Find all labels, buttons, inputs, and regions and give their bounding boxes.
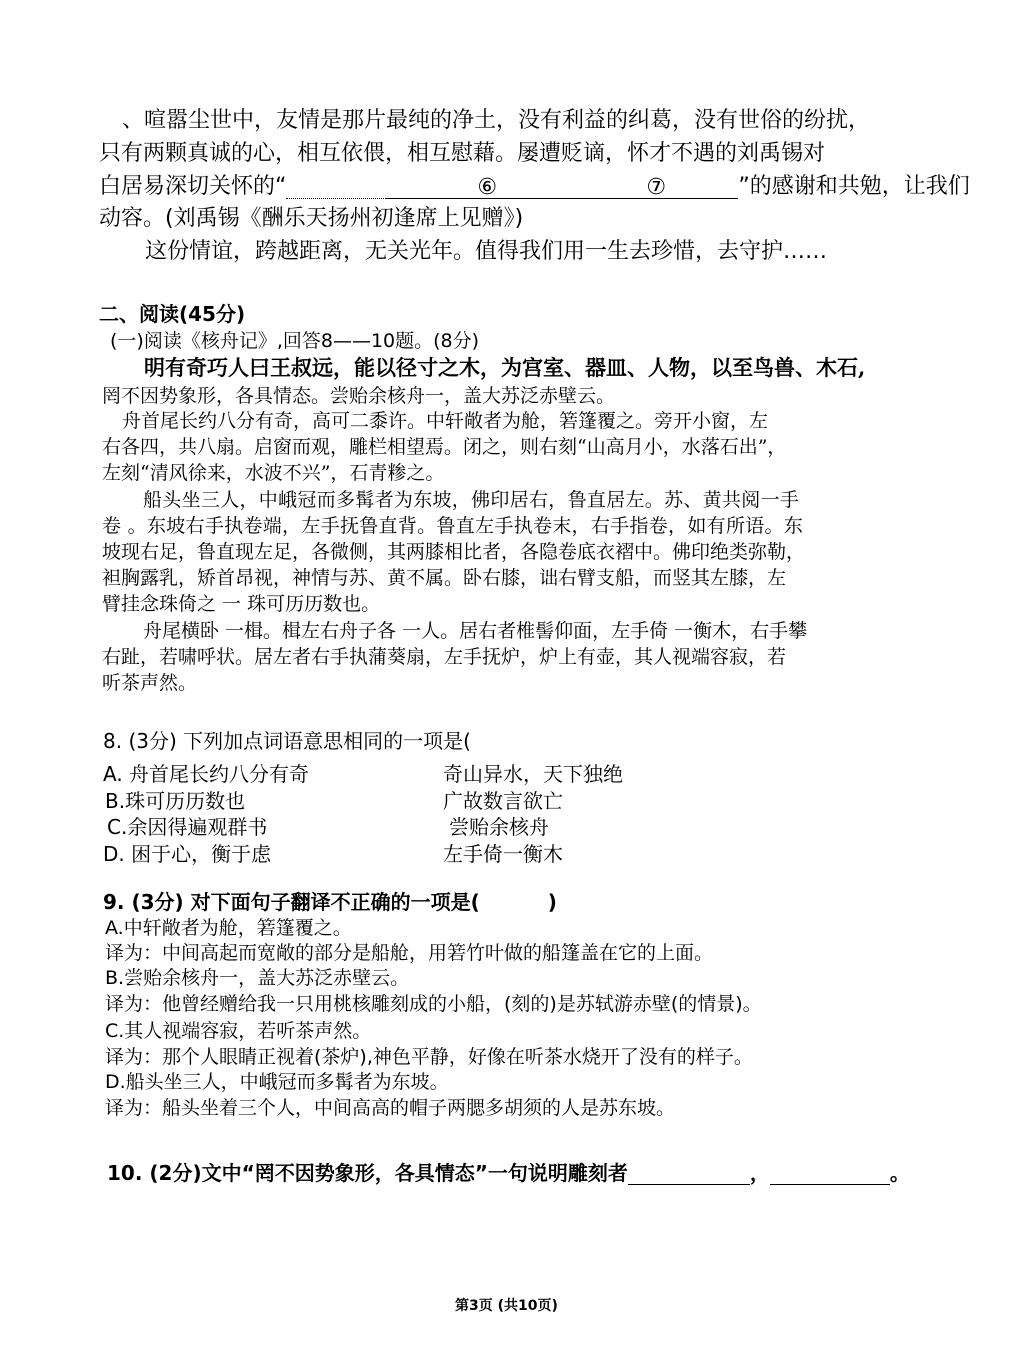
q9-option-a: A.中轩敞者为舱，箬篷覆之。 (105, 917, 352, 939)
q10-answer-blank-2[interactable] (770, 1163, 890, 1185)
passage-p3-line-5: 臂挂念珠倚之 一 珠可历历数也。 (102, 593, 381, 615)
passage-p3-line-3: 坡现右足，鲁直现左足，各微侧，其两膝相比者，各隐卷底衣褶中。佛印绝类弥勒， (102, 541, 806, 563)
q9-option-c-translation: 译为：那个人眼睛正视着(茶炉),神色平静，好像在听茶水烧开了没有的样子。 (105, 1046, 753, 1068)
q9-option-c: C.其人视端容寂，若听茶声然。 (105, 1020, 372, 1042)
blank-marker-6: ⑥ (477, 175, 498, 201)
intro-line-4: 动容。(刘禹锡《酬乐天扬州初逢席上见赠》) (99, 206, 524, 231)
intro-line-3-end: ”的感谢和共勉，让我们 (738, 174, 970, 199)
q8-option-b-left: B.珠可历历数也 (105, 789, 246, 813)
q10-separator: ， (749, 1161, 770, 1185)
intro-line-3 (99, 174, 970, 199)
passage-p2-line-3: 左刻“清风徐来，水波不兴”，石青糁之。 (102, 462, 445, 484)
intro-line-5: 这份情谊，跨越距离，无关光年。值得我们用一生去珍惜，去守护…… (145, 239, 828, 264)
section-2-heading: 二、阅读(45分) (99, 302, 246, 326)
page-number: 第3页 (共10页) (455, 1298, 558, 1314)
section-2-subheading: (一)阅读《核舟记》,回答8——10题。(8分) (110, 330, 480, 352)
q8-option-b-right: 广故数言欲亡 (443, 789, 563, 813)
intro-line-2: 只有两颗真诚的心，相互依偎，相互慰藉。屡遭贬谪，怀才不遇的刘禹锡对 (99, 141, 826, 166)
passage-p4-line-3: 听茶声然。 (102, 672, 198, 694)
q8-option-c-right: 尝贻余核舟 (449, 815, 549, 839)
q9-option-d-translation: 译为：船头坐着三个人，中间高高的帽子两腮多胡须的人是苏东坡。 (105, 1097, 676, 1119)
q8-option-d-right: 左手倚一衡木 (443, 842, 563, 866)
passage-p4-line-2: 右趾，若啸呼状。居左者右手执蒲葵扇，左手抚炉，炉上有壶，其人视端容寂，若 (102, 646, 787, 668)
q9-option-a-translation: 译为：中间高起而宽敞的部分是船舱，用箬竹叶做的船篷盖在它的上面。 (105, 942, 714, 964)
question-9-stem (103, 891, 557, 914)
answer-blank-dotted[interactable] (286, 175, 386, 199)
passage-p3-line-1: 船头坐三人，中峨冠而多髯者为东坡，佛印居右，鲁直居左。苏、黄共阅一手 (143, 489, 800, 511)
passage-p3-line-2: 卷 。东坡右手执卷端，左手抚鲁直背。鲁直左手执卷末，右手指卷，如有所语。东 (102, 515, 804, 537)
question-10 (107, 1162, 910, 1185)
q9-option-b-translation: 译为：他曾经赠给我一只用桃核雕刻成的小船，(刻的)是苏轼游赤壁(的情景)。 (105, 993, 762, 1015)
passage-p2-line-2: 右各四，共八扇。启窗而观，雕栏相望焉。闭之，则右刻“山高月小，水落石出”， (102, 436, 787, 458)
q9-option-b: B.尝贻余核舟一，盖大苏泛赤壁云。 (105, 967, 410, 989)
question-9-stem-close: ) (547, 890, 557, 914)
q8-option-d-left: D. 困于心，衡于虑 (103, 842, 272, 866)
passage-p4-line-1: 舟尾横卧 一楫。楫左右舟子各 一人。居右者椎髻仰面，左手倚 一衡木，右手攀 (143, 620, 808, 642)
q10-end-mark: 。 (889, 1161, 910, 1185)
question-9-stem-text: 9. (3分) 对下面句子翻译不正确的一项是( (103, 890, 480, 914)
blank-marker-7: ⑦ (646, 175, 667, 201)
passage-p3-line-4: 袒胸露乳，矫首昂视，神情与苏、黄不属。卧右膝，诎右臂支船，而竖其左膝，左 (102, 567, 787, 589)
passage-p1-line-2: 罔不因势象形，各具情态。尝贻余核舟一，盖大苏泛赤壁云。 (102, 385, 616, 407)
q8-option-a-left: A. 舟首尾长约八分有奇 (103, 762, 310, 786)
question-10-stem: 10. (2分)文中“罔不因势象形，各具情态”一句说明雕刻者 (107, 1161, 628, 1185)
q8-option-a-right: 奇山异水，天下独绝 (443, 762, 623, 786)
answer-blank-6-7[interactable] (386, 175, 738, 199)
passage-p1-line-1: 明有奇巧人曰王叔远，能以径寸之木，为宫室、器皿、人物，以至鸟兽、木石, (144, 355, 866, 380)
passage-p2-line-1: 舟首尾长约八分有奇，高可二黍许。中轩敞者为舱，箬篷覆之。旁开小窗，左 (122, 410, 769, 432)
q8-option-c-left: C.余因得遍观群书 (107, 815, 268, 839)
question-8-stem: 8. (3分) 下列加点词语意思相同的一项是( (103, 729, 471, 753)
intro-line-3-start: 白居易深切关怀的“ (99, 174, 287, 199)
intro-line-1: 、喧嚣尘世中，友情是那片最纯的净土，没有利益的纠葛，没有世俗的纷扰， (122, 108, 871, 133)
q10-answer-blank-1[interactable] (628, 1163, 750, 1185)
q9-option-d: D.船头坐三人，中峨冠而多髯者为东坡。 (105, 1071, 449, 1093)
